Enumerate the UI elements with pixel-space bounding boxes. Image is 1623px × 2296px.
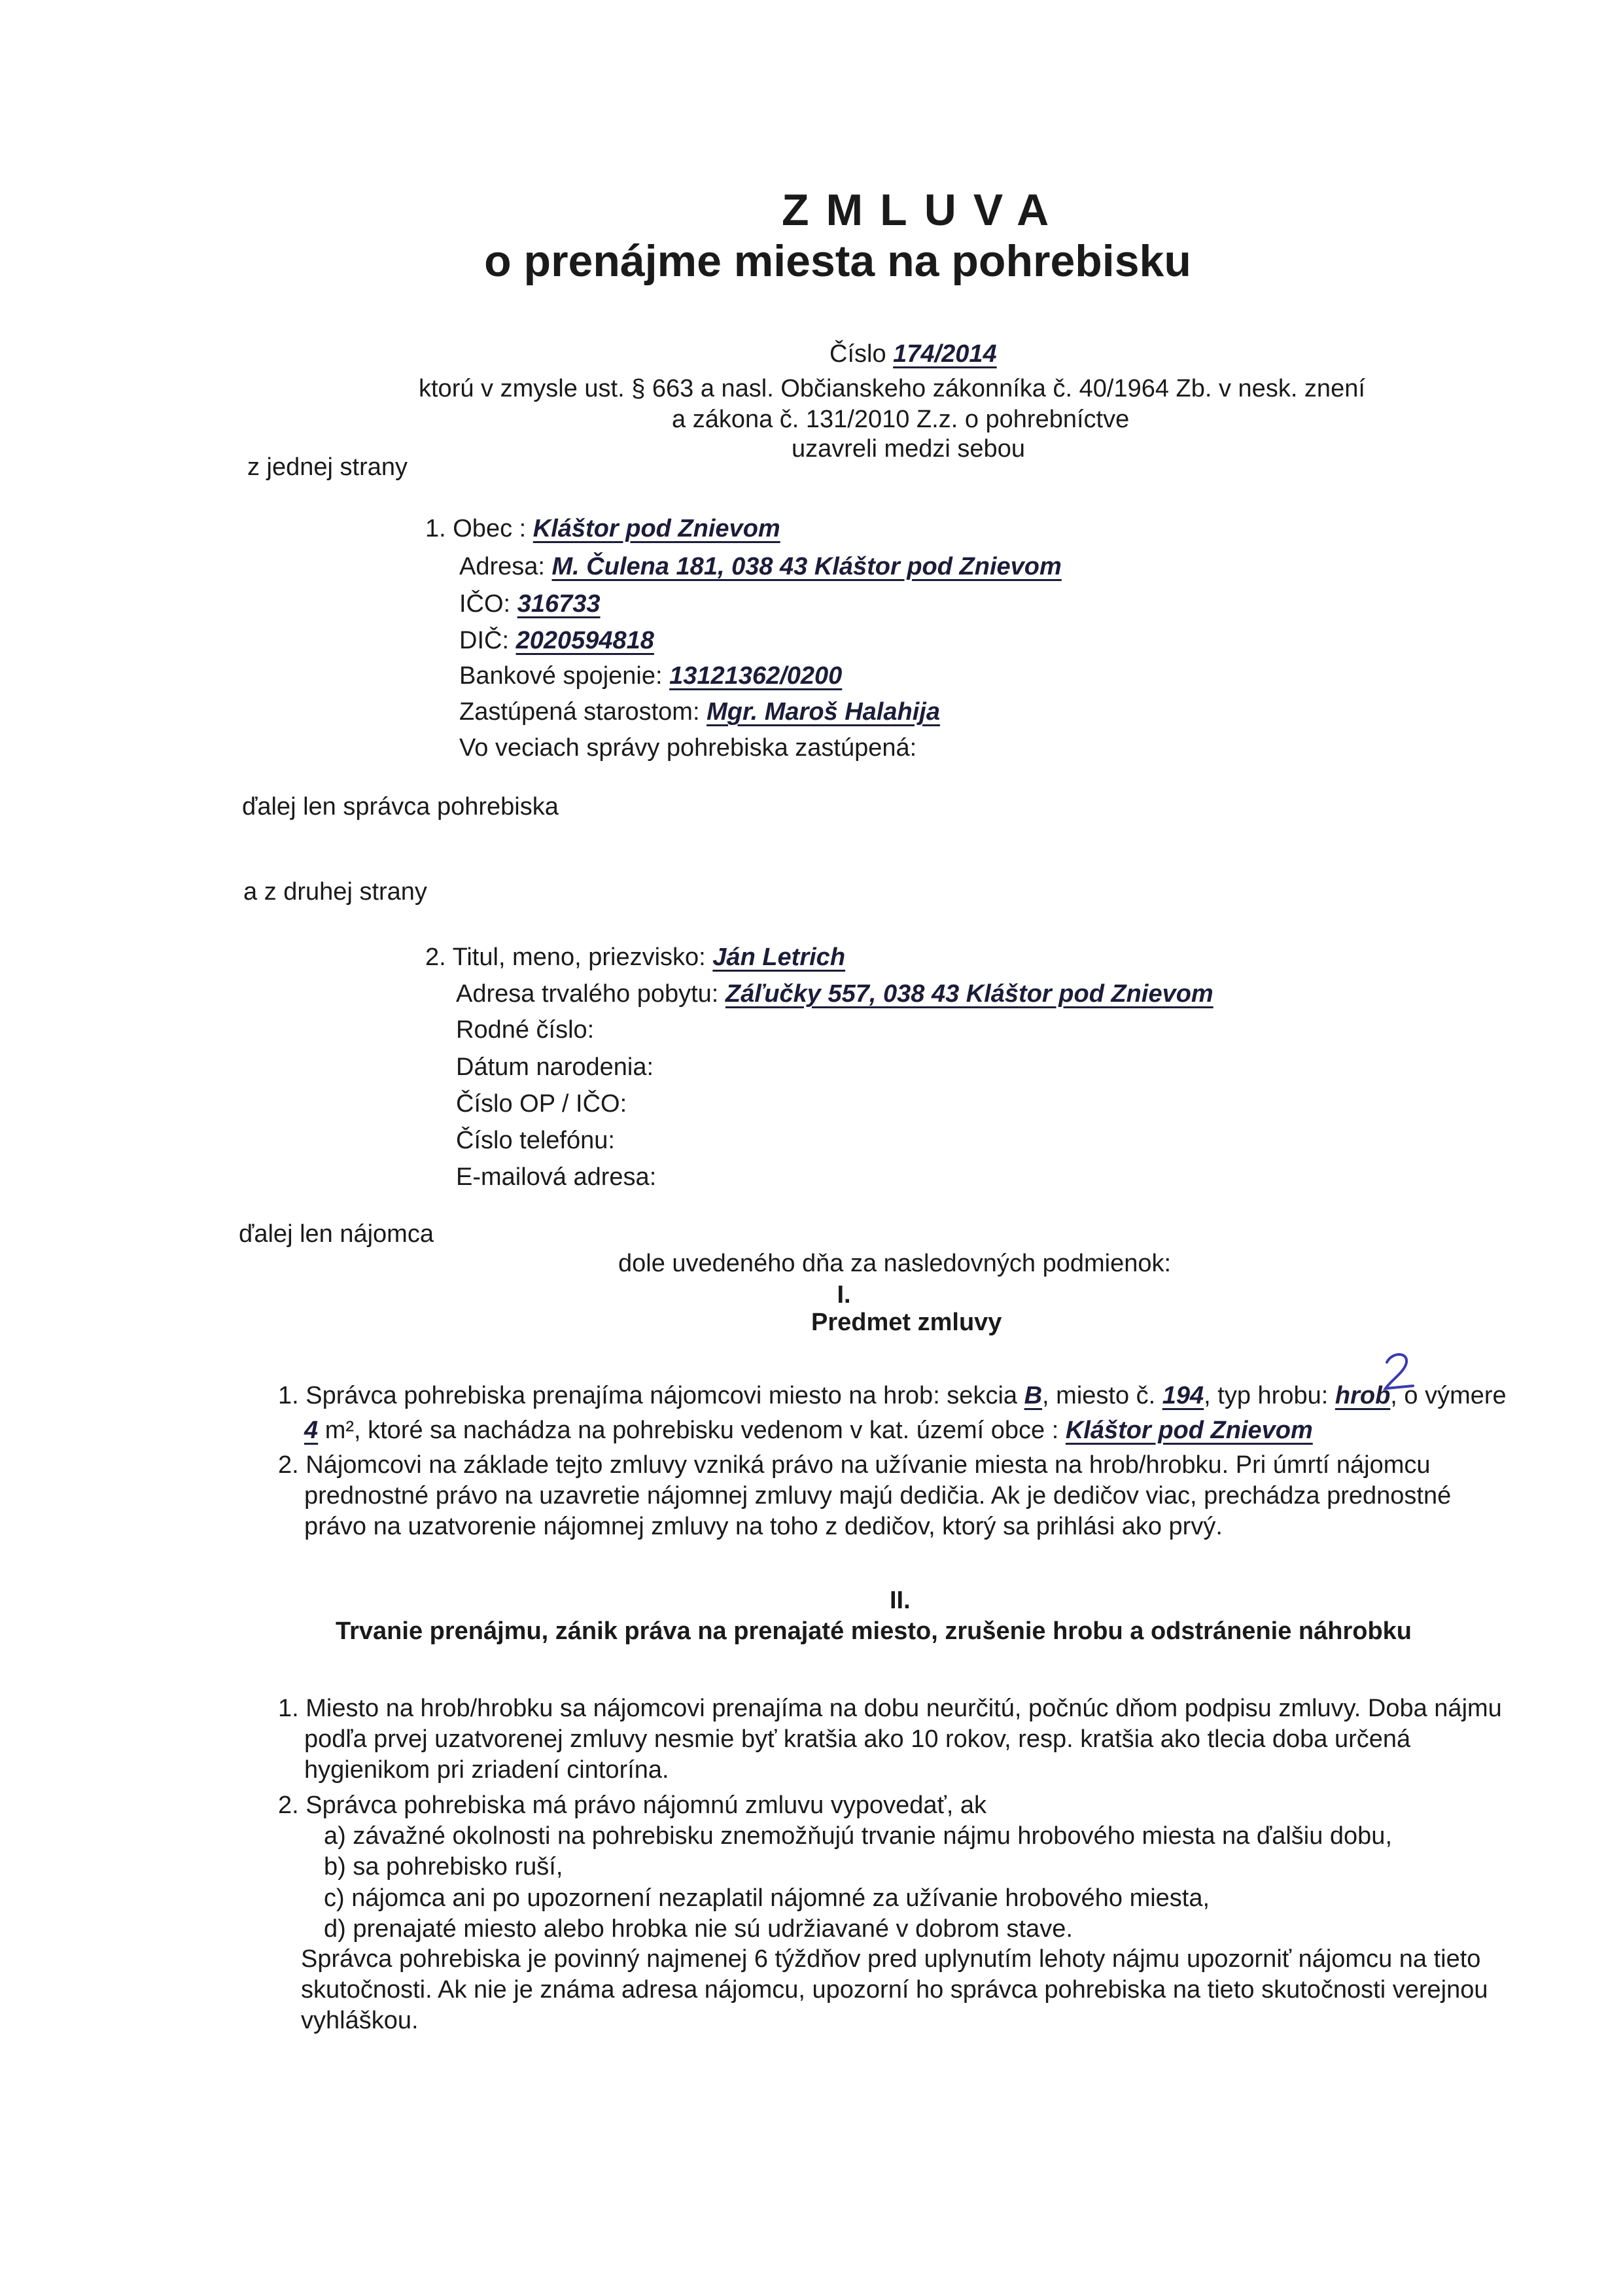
- ico-value: 316733: [517, 590, 601, 618]
- address-value: Záľučky 557, 038 43 Kláštor pod Znievom: [725, 980, 1213, 1008]
- number-label: Číslo: [829, 340, 886, 368]
- section2-note-line2: skutočnosti. Ak nie je známa adresa nájomcu, upozorní ho správca pohrebiska na tieto skutočnosti verejnou: [301, 1976, 1488, 2004]
- obec-label: 1. Obec :: [425, 515, 527, 542]
- section2-number: II.: [890, 1587, 911, 1614]
- contract-number: [829, 340, 997, 368]
- handwritten-mark-icon: [1380, 1348, 1420, 1394]
- text: m², ktoré sa nachádza na pohrebisku vedenom v kat. území obce :: [324, 1417, 1059, 1444]
- vymera-value: 4: [304, 1417, 319, 1444]
- party1-admin: Vo veciach správy pohrebiska zastúpená:: [459, 734, 917, 762]
- address-label: Adresa:: [459, 553, 545, 580]
- party1-address: [459, 553, 1062, 581]
- miesto-value: 194: [1162, 1382, 1204, 1409]
- document-title: ZMLUVA: [782, 185, 1066, 235]
- section1-para2-line2: prednostné právo na uzavretie nájomnej zmluvy majú dedičia. Ak je dedičov viac, prechádza prednostné: [304, 1482, 1452, 1510]
- conditions-intro: dole uvedeného dňa za nasledovných podmienok:: [618, 1250, 1172, 1277]
- party1-side-label: z jednej strany: [247, 453, 408, 481]
- party1-obec: [425, 515, 780, 543]
- name-label: 2. Titul, meno, priezvisko:: [425, 944, 706, 971]
- section2-para2-line1: 2. Správca pohrebiska má právo nájomnú zmluvu vypovedať, ak: [278, 1792, 987, 1819]
- obec-value: Kláštor pod Znievom: [532, 515, 780, 542]
- name-value: Ján Letrich: [712, 944, 846, 971]
- section2-para1-line2: podľa prvej uzatvorenej zmluvy nesmie byť kratšia ako 10 rokov, resp. kratšia ako tlecia doba určená: [304, 1725, 1411, 1753]
- party1-representative: [459, 698, 940, 726]
- section2-item-a: a) závažné okolnosti na pohrebisku znemožňujú trvanie nájmu hrobového miesta na ďalšiu dobu,: [324, 1822, 1392, 1850]
- party2-role: ďalej len nájomca: [239, 1220, 434, 1248]
- section2-para1-line1: 1. Miesto na hrob/hrobku sa nájomcovi prenajíma na dobu neurčitú, počnúc dňom podpisu zmluvy. Doba nájmu: [278, 1695, 1502, 1722]
- address-label: Adresa trvalého pobytu:: [456, 980, 719, 1008]
- section2-note-line1: Správca pohrebiska je povinný najmenej 6 týždňov pred uplynutím lehoty nájmu upozorniť nájomcu na tieto: [301, 1945, 1481, 1973]
- section1-number: I.: [837, 1281, 851, 1309]
- sekcia-value: B: [1024, 1382, 1043, 1409]
- intro-line-1: ktorú v zmysle ust. § 663 a nasl. Občianskeho zákonníka č. 40/1964 Zb. v nesk. znení: [419, 375, 1365, 402]
- party2-email: E-mailová adresa:: [456, 1163, 657, 1191]
- text: , typ hrobu:: [1204, 1382, 1329, 1409]
- text: 1. Správca pohrebiska prenajíma nájomcovi miesto na hrob: sekcia: [278, 1382, 1018, 1409]
- intro-line-2: a zákona č. 131/2010 Z.z. o pohrebníctve: [672, 406, 1130, 433]
- party1-ico: [459, 590, 601, 618]
- dic-label: DIČ:: [459, 627, 509, 654]
- document-subtitle: o prenájme miesta na pohrebisku: [484, 236, 1191, 286]
- section1-para1-line2: [304, 1417, 1313, 1445]
- party1-role: ďalej len správca pohrebiska: [242, 793, 559, 821]
- section1-para1-line1: [278, 1382, 1507, 1410]
- obec-value: Kláštor pod Znievom: [1065, 1417, 1313, 1444]
- text: , o výmere: [1390, 1382, 1507, 1409]
- dic-value: 2020594818: [515, 627, 654, 654]
- party2-id: Číslo OP / IČO:: [456, 1090, 627, 1118]
- section2-note-line3: vyhláškou.: [301, 2007, 419, 2034]
- address-value: M. Čulena 181, 038 43 Kláštor pod Znievom: [551, 553, 1062, 580]
- intro-line-3: uzavreli medzi sebou: [792, 435, 1025, 463]
- section2-para1-line3: hygienikom pri zriadení cintorína.: [304, 1756, 669, 1784]
- section2-item-d: d) prenajaté miesto alebo hrobka nie sú udržiavané v dobrom stave.: [324, 1915, 1073, 1943]
- party2-address: [456, 980, 1213, 1008]
- party1-bank: [459, 662, 842, 690]
- representative-label: Zastúpená starostom:: [459, 698, 700, 726]
- number-value: 174/2014: [893, 340, 997, 368]
- ico-label: IČO:: [459, 590, 511, 618]
- typ-value: hrob: [1335, 1382, 1391, 1409]
- party2-birth-number: Rodné číslo:: [456, 1016, 595, 1044]
- party2-side-label: a z druhej strany: [243, 878, 427, 906]
- bank-label: Bankové spojenie:: [459, 662, 663, 690]
- party2-phone: Číslo telefónu:: [456, 1127, 615, 1154]
- representative-value: Mgr. Maroš Halahija: [707, 698, 940, 726]
- bank-value: 13121362/0200: [669, 662, 843, 690]
- text: , miesto č.: [1042, 1382, 1156, 1409]
- party2-name: [425, 944, 845, 972]
- section2-title: Trvanie prenájmu, zánik práva na prenajaté miesto, zrušenie hrobu a odstránenie náhrobku: [336, 1617, 1412, 1645]
- party1-dic: [459, 627, 654, 655]
- section2-item-b: b) sa pohrebisko ruší,: [324, 1853, 563, 1881]
- party2-birth-date: Dátum narodenia:: [456, 1053, 654, 1081]
- section1-title: Predmet zmluvy: [811, 1309, 1002, 1336]
- section2-item-c: c) nájomca ani po upozornení nezaplatil nájomné za užívanie hrobového miesta,: [324, 1884, 1210, 1912]
- section1-para2-line1: 2. Nájomcovi na základe tejto zmluvy vzniká právo na užívanie miesta na hrob/hrobku. Pri úmrtí nájomcu: [278, 1451, 1431, 1479]
- section1-para2-line3: právo na uzatvorenie nájomnej zmluvy na toho z dedičov, ktorý sa prihlási ako prvý.: [304, 1513, 1223, 1540]
